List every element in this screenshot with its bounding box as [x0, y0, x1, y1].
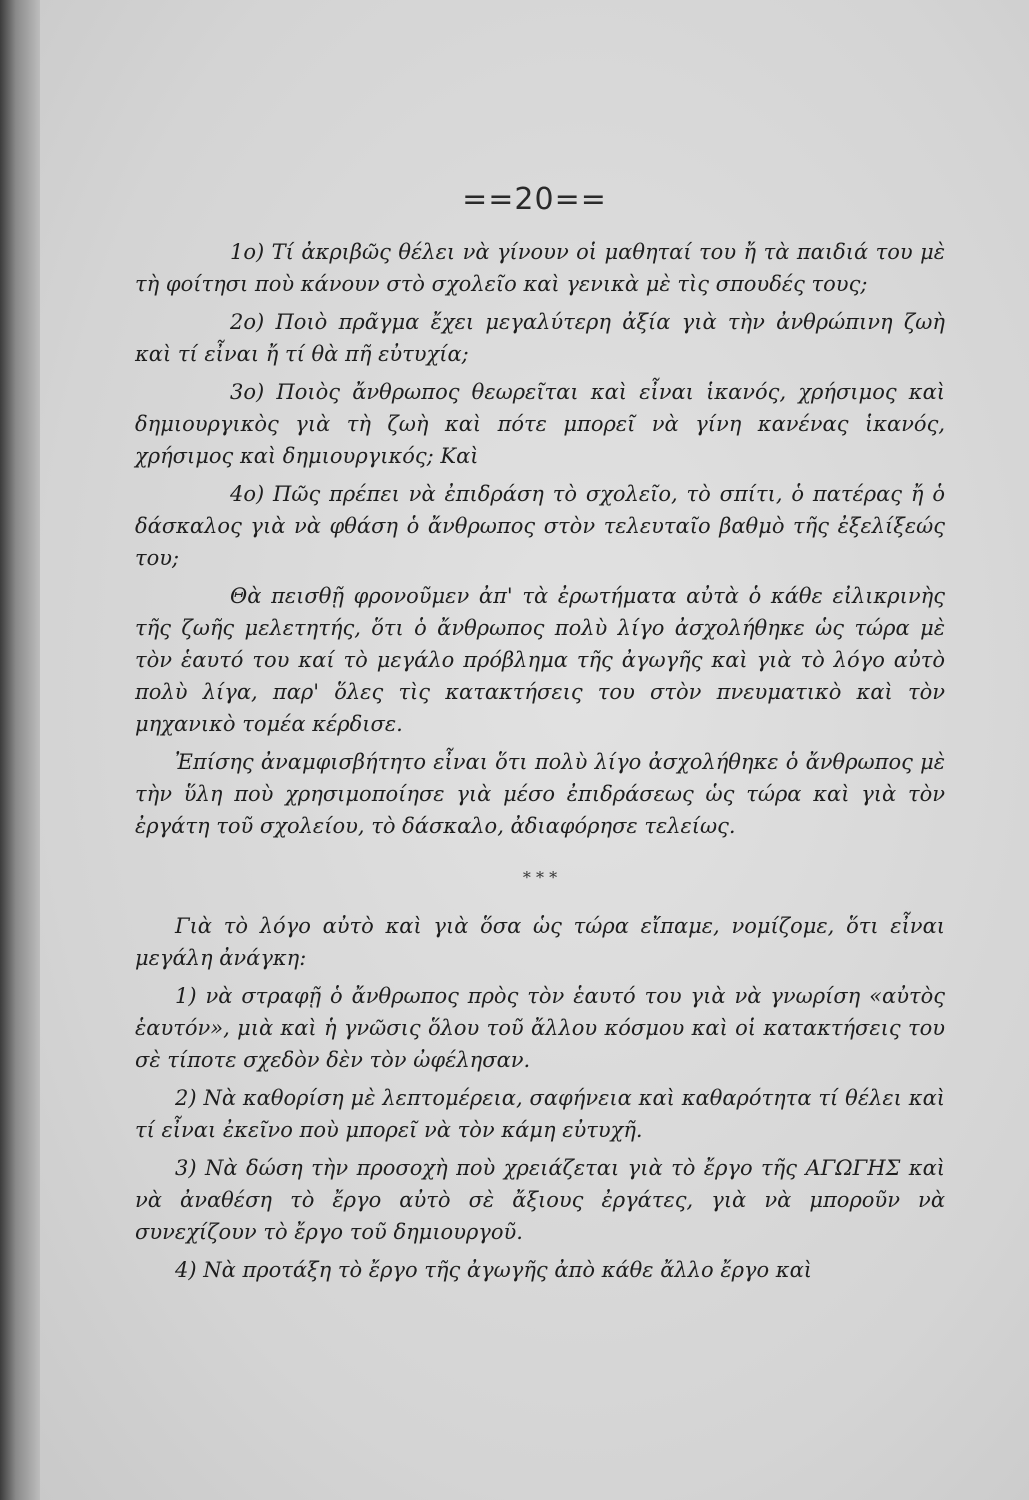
- section-separator: * * *: [522, 868, 558, 887]
- list-item-4: 4) Νὰ προτάξη τὸ ἔργο τῆς ἀγωγῆς ἀπὸ κάθε ἄλλο ἔργο καὶ: [175, 1258, 812, 1282]
- question-3: 3ο) Ποιὸς ἄνθρωπος θεωρεῖται καὶ εἶναι ἱκανός, χρήσιμος καὶ δημιουργικὸς γιὰ τὴ ζωὴ καὶ πότε μπορεῖ νὰ γίνη κανένας ἱκανός, χρήσιμος καὶ δημιουργικός; Καὶ: [135, 380, 945, 468]
- list-item-3: 3) Νὰ δώση τὴν προσοχὴ ποὺ χρειάζεται γιὰ τὸ ἔργο τῆς ΑΓΩΓΗΣ καὶ νὰ ἀναθέση τὸ ἔργο αὐτὸ σὲ ἄξιους ἐργάτες, γιὰ νὰ μποροῦν νὰ συνεχίζουν τὸ ἔργο τοῦ δημιουργοῦ.: [135, 1156, 945, 1244]
- paragraph-conclusion: Θὰ πεισθῇ φρονοῦμεν ἀπ' τὰ ἐρωτήματα αὐτὰ ὁ κάθε εἰλικρινὴς τῆς ζωῆς μελετητής, ὅτι ὁ ἄνθρωπος πολὺ λίγο ἀσχολήθηκε ὡς τώρα μὲ τὸν ἑαυτό του καί τὸ μεγάλο πρόβλημα τῆς ἀγωγῆς καὶ γιὰ τὸ λόγο αὐτὸ πολὺ λίγα, παρ' ὅλες τὶς κατακτήσεις του στὸν πνευματικὸ καὶ τὸν μηχανικὸ τομέα κέρδισε.: [135, 584, 945, 736]
- question-4: 4ο) Πῶς πρέπει νὰ ἐπιδράση τὸ σχολεῖο, τὸ σπίτι, ὁ πατέρας ἤ ὁ δάσκαλος γιὰ νὰ φθάση ὁ ἄνθρωπος στὸν τελευταῖο βαθμὸ τῆς ἐξελίξεώς του;: [135, 482, 945, 570]
- page-number: ==20==: [462, 182, 607, 217]
- list-item-2: 2) Νὰ καθορίση μὲ λεπτομέρεια, σαφήνεια καὶ καθαρότητα τί θέλει καὶ τί εἶναι ἐκεῖνο ποὺ μπορεῖ νὰ τὸν κάμη εὐτυχῆ.: [135, 1086, 945, 1142]
- paragraph-also: Ἐπίσης ἀναμφισβήτητο εἶναι ὅτι πολὺ λίγο ἀσχολήθηκε ὁ ἄνθρωπος μὲ τὴν ὕλη ποὺ χρησιμοποίησε γιὰ μέσο ἐπιδράσεως ὡς τώρα καὶ γιὰ τὸν ἐργάτη τοῦ σχολείου, τὸ δάσκαλο, ἀδιαφόρησε τελείως.: [135, 750, 945, 838]
- question-2: 2ο) Ποιὸ πρᾶγμα ἔχει μεγαλύτερη ἀξία γιὰ τὴν ἀνθρώπινη ζωὴ καὶ τί εἶναι ἤ τί θὰ πῆ εὐτυχία;: [135, 310, 945, 366]
- paragraph-necessity: Γιὰ τὸ λόγο αὐτὸ καὶ γιὰ ὅσα ὡς τώρα εἴπαμε, νομίζομε, ὅτι εἶναι μεγάλη ἀνάγκη:: [135, 914, 945, 970]
- list-item-1: 1) νὰ στραφῇ ὁ ἄνθρωπος πρὸς τὸν ἑαυτό του γιὰ νὰ γνωρίση «αὐτὸς ἑαυτόν», μιὰ καὶ ἡ γνῶσις ὅλου τοῦ ἄλλου κόσμου καὶ οἱ κατακτήσεις του σὲ τίποτε σχεδὸν δὲν τὸν ὠφέλησαν.: [135, 984, 945, 1072]
- question-1: 1ο) Τί ἀκριβῶς θέλει νὰ γίνουν οἱ μαθηταί του ἤ τὰ παιδιά του μὲ τὴ φοίτησι ποὺ κάνουν στὸ σχολεῖο καὶ γενικὰ μὲ τὶς σπουδές τους;: [135, 240, 945, 296]
- page-body: [135, 236, 945, 1292]
- page-edge: [0, 0, 40, 1500]
- book-page: [40, 0, 1029, 1500]
